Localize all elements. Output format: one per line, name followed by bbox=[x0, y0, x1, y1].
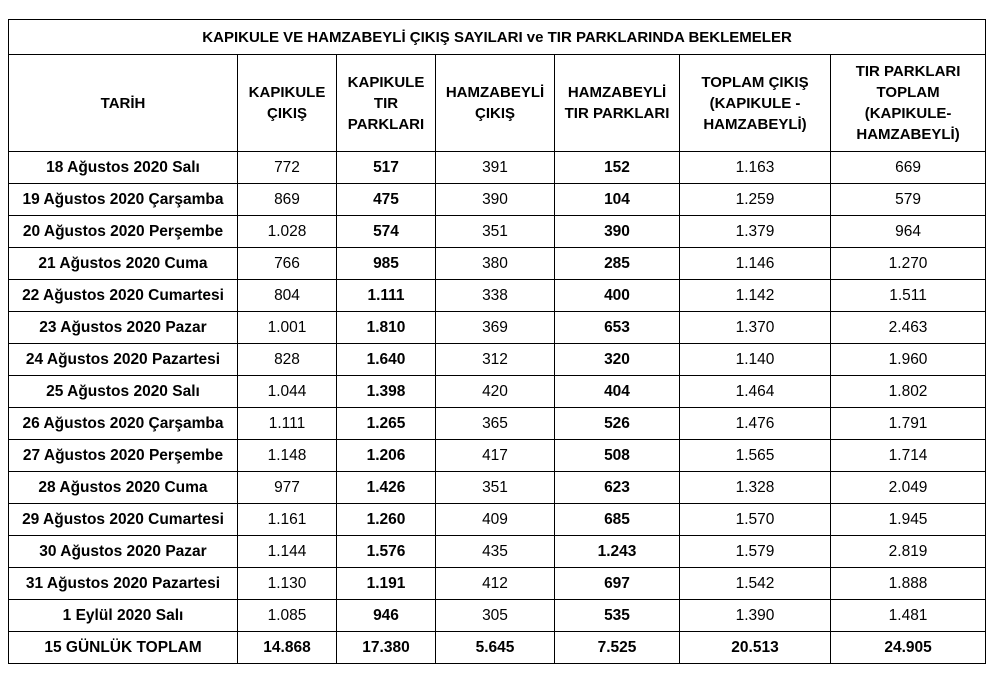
total-exit-cell: 1.370 bbox=[680, 312, 831, 344]
hamzabeyli-exit-cell: 435 bbox=[436, 536, 555, 568]
total-truck-parks-cell: 1.511 bbox=[831, 280, 986, 312]
total-kapikule-exit: 14.868 bbox=[238, 632, 337, 664]
header-kapikule-truck-parks: KAPIKULE TIR PARKLARI bbox=[337, 55, 436, 152]
total-exit-cell: 1.464 bbox=[680, 376, 831, 408]
total-exit-cell: 1.579 bbox=[680, 536, 831, 568]
hamzabeyli-truck-parks-cell: 152 bbox=[555, 152, 680, 184]
header-total-truck-parks: TIR PARKLARI TOPLAM (KAPIKULE- HAMZABEYLİ) bbox=[831, 55, 986, 152]
table-row bbox=[9, 600, 986, 632]
total-truck-parks-cell: 579 bbox=[831, 184, 986, 216]
table-row bbox=[9, 152, 986, 184]
kapikule-exit-cell: 1.085 bbox=[238, 600, 337, 632]
hamzabeyli-truck-parks-cell: 285 bbox=[555, 248, 680, 280]
hamzabeyli-truck-parks-cell: 104 bbox=[555, 184, 680, 216]
kapikule-exit-cell: 1.148 bbox=[238, 440, 337, 472]
row-date-cell: 24 Ağustos 2020 Pazartesi bbox=[9, 344, 238, 376]
hamzabeyli-truck-parks-cell: 526 bbox=[555, 408, 680, 440]
kapikule-truck-parks-cell: 1.426 bbox=[337, 472, 436, 504]
kapikule-exit-cell: 1.144 bbox=[238, 536, 337, 568]
hamzabeyli-exit-cell: 305 bbox=[436, 600, 555, 632]
kapikule-exit-cell: 1.028 bbox=[238, 216, 337, 248]
table-row bbox=[9, 376, 986, 408]
border-crossing-table bbox=[8, 19, 986, 664]
total-truck-parks-cell: 1.888 bbox=[831, 568, 986, 600]
total-exit-cell: 1.142 bbox=[680, 280, 831, 312]
total-hamzabeyli-exit: 5.645 bbox=[436, 632, 555, 664]
kapikule-exit-cell: 766 bbox=[238, 248, 337, 280]
total-hamzabeyli-truck-parks: 7.525 bbox=[555, 632, 680, 664]
total-label: 15 GÜNLÜK TOPLAM bbox=[9, 632, 238, 664]
hamzabeyli-exit-cell: 351 bbox=[436, 216, 555, 248]
hamzabeyli-exit-cell: 365 bbox=[436, 408, 555, 440]
kapikule-exit-cell: 804 bbox=[238, 280, 337, 312]
kapikule-exit-cell: 869 bbox=[238, 184, 337, 216]
kapikule-exit-cell: 977 bbox=[238, 472, 337, 504]
total-exit-cell: 1.565 bbox=[680, 440, 831, 472]
kapikule-truck-parks-cell: 1.260 bbox=[337, 504, 436, 536]
table-row bbox=[9, 312, 986, 344]
total-exit-cell: 1.570 bbox=[680, 504, 831, 536]
total-truck-parks-cell: 1.960 bbox=[831, 344, 986, 376]
total-row bbox=[9, 632, 986, 664]
row-date-cell: 18 Ağustos 2020 Salı bbox=[9, 152, 238, 184]
total-exit-cell: 1.163 bbox=[680, 152, 831, 184]
table-row bbox=[9, 408, 986, 440]
table-row bbox=[9, 344, 986, 376]
total-exit-cell: 1.542 bbox=[680, 568, 831, 600]
kapikule-truck-parks-cell: 1.265 bbox=[337, 408, 436, 440]
total-truck-parks-cell: 1.270 bbox=[831, 248, 986, 280]
total-truck-parks-cell: 2.819 bbox=[831, 536, 986, 568]
table-row bbox=[9, 216, 986, 248]
table-row bbox=[9, 184, 986, 216]
kapikule-exit-cell: 828 bbox=[238, 344, 337, 376]
row-date-cell: 26 Ağustos 2020 Çarşamba bbox=[9, 408, 238, 440]
table-row bbox=[9, 280, 986, 312]
total-total-exit: 20.513 bbox=[680, 632, 831, 664]
hamzabeyli-exit-cell: 409 bbox=[436, 504, 555, 536]
hamzabeyli-exit-cell: 391 bbox=[436, 152, 555, 184]
row-date-cell: 23 Ağustos 2020 Pazar bbox=[9, 312, 238, 344]
hamzabeyli-exit-cell: 412 bbox=[436, 568, 555, 600]
table-row bbox=[9, 248, 986, 280]
total-truck-parks-cell: 1.791 bbox=[831, 408, 986, 440]
table-body bbox=[9, 152, 986, 632]
hamzabeyli-exit-cell: 312 bbox=[436, 344, 555, 376]
kapikule-exit-cell: 1.001 bbox=[238, 312, 337, 344]
row-date-cell: 1 Eylül 2020 Salı bbox=[9, 600, 238, 632]
kapikule-truck-parks-cell: 574 bbox=[337, 216, 436, 248]
kapikule-truck-parks-cell: 1.111 bbox=[337, 280, 436, 312]
hamzabeyli-truck-parks-cell: 653 bbox=[555, 312, 680, 344]
header-kapikule-exit: KAPIKULE ÇIKIŞ bbox=[238, 55, 337, 152]
hamzabeyli-exit-cell: 390 bbox=[436, 184, 555, 216]
total-exit-cell: 1.476 bbox=[680, 408, 831, 440]
kapikule-truck-parks-cell: 946 bbox=[337, 600, 436, 632]
row-date-cell: 30 Ağustos 2020 Pazar bbox=[9, 536, 238, 568]
row-date-cell: 28 Ağustos 2020 Cuma bbox=[9, 472, 238, 504]
table-title: KAPIKULE VE HAMZABEYLİ ÇIKIŞ SAYILARI ve TIR PARKLARINDA BEKLEMELER bbox=[9, 20, 986, 55]
hamzabeyli-truck-parks-cell: 508 bbox=[555, 440, 680, 472]
header-total-exit: TOPLAM ÇIKIŞ (KAPIKULE - HAMZABEYLİ) bbox=[680, 55, 831, 152]
total-truck-parks-cell: 964 bbox=[831, 216, 986, 248]
total-truck-parks-cell: 669 bbox=[831, 152, 986, 184]
hamzabeyli-exit-cell: 369 bbox=[436, 312, 555, 344]
table-row bbox=[9, 504, 986, 536]
total-kapikule-truck-parks: 17.380 bbox=[337, 632, 436, 664]
total-exit-cell: 1.390 bbox=[680, 600, 831, 632]
hamzabeyli-exit-cell: 417 bbox=[436, 440, 555, 472]
row-date-cell: 22 Ağustos 2020 Cumartesi bbox=[9, 280, 238, 312]
hamzabeyli-truck-parks-cell: 535 bbox=[555, 600, 680, 632]
kapikule-truck-parks-cell: 1.191 bbox=[337, 568, 436, 600]
total-total-truck-parks: 24.905 bbox=[831, 632, 986, 664]
total-truck-parks-cell: 1.945 bbox=[831, 504, 986, 536]
row-date-cell: 31 Ağustos 2020 Pazartesi bbox=[9, 568, 238, 600]
total-truck-parks-cell: 1.802 bbox=[831, 376, 986, 408]
table-row bbox=[9, 536, 986, 568]
kapikule-truck-parks-cell: 1.640 bbox=[337, 344, 436, 376]
hamzabeyli-truck-parks-cell: 400 bbox=[555, 280, 680, 312]
kapikule-truck-parks-cell: 1.398 bbox=[337, 376, 436, 408]
total-truck-parks-cell: 1.481 bbox=[831, 600, 986, 632]
kapikule-truck-parks-cell: 475 bbox=[337, 184, 436, 216]
total-exit-cell: 1.140 bbox=[680, 344, 831, 376]
kapikule-exit-cell: 1.161 bbox=[238, 504, 337, 536]
total-exit-cell: 1.379 bbox=[680, 216, 831, 248]
kapikule-exit-cell: 772 bbox=[238, 152, 337, 184]
hamzabeyli-exit-cell: 380 bbox=[436, 248, 555, 280]
row-date-cell: 19 Ağustos 2020 Çarşamba bbox=[9, 184, 238, 216]
header-row bbox=[9, 55, 986, 152]
total-exit-cell: 1.259 bbox=[680, 184, 831, 216]
hamzabeyli-truck-parks-cell: 320 bbox=[555, 344, 680, 376]
kapikule-truck-parks-cell: 985 bbox=[337, 248, 436, 280]
title-row bbox=[9, 20, 986, 55]
header-hamzabeyli-exit: HAMZABEYLİ ÇIKIŞ bbox=[436, 55, 555, 152]
kapikule-truck-parks-cell: 1.206 bbox=[337, 440, 436, 472]
row-date-cell: 25 Ağustos 2020 Salı bbox=[9, 376, 238, 408]
hamzabeyli-exit-cell: 338 bbox=[436, 280, 555, 312]
total-exit-cell: 1.328 bbox=[680, 472, 831, 504]
hamzabeyli-truck-parks-cell: 623 bbox=[555, 472, 680, 504]
table-row bbox=[9, 440, 986, 472]
header-hamzabeyli-truck-parks: HAMZABEYLİ TIR PARKLARI bbox=[555, 55, 680, 152]
total-exit-cell: 1.146 bbox=[680, 248, 831, 280]
kapikule-exit-cell: 1.044 bbox=[238, 376, 337, 408]
kapikule-truck-parks-cell: 1.576 bbox=[337, 536, 436, 568]
total-truck-parks-cell: 2.463 bbox=[831, 312, 986, 344]
hamzabeyli-truck-parks-cell: 697 bbox=[555, 568, 680, 600]
hamzabeyli-truck-parks-cell: 1.243 bbox=[555, 536, 680, 568]
row-date-cell: 27 Ağustos 2020 Perşembe bbox=[9, 440, 238, 472]
total-truck-parks-cell: 1.714 bbox=[831, 440, 986, 472]
total-truck-parks-cell: 2.049 bbox=[831, 472, 986, 504]
hamzabeyli-truck-parks-cell: 685 bbox=[555, 504, 680, 536]
header-date: TARİH bbox=[9, 55, 238, 152]
kapikule-exit-cell: 1.111 bbox=[238, 408, 337, 440]
kapikule-exit-cell: 1.130 bbox=[238, 568, 337, 600]
kapikule-truck-parks-cell: 517 bbox=[337, 152, 436, 184]
hamzabeyli-truck-parks-cell: 404 bbox=[555, 376, 680, 408]
hamzabeyli-exit-cell: 351 bbox=[436, 472, 555, 504]
row-date-cell: 21 Ağustos 2020 Cuma bbox=[9, 248, 238, 280]
table-wrapper bbox=[8, 19, 985, 664]
kapikule-truck-parks-cell: 1.810 bbox=[337, 312, 436, 344]
hamzabeyli-truck-parks-cell: 390 bbox=[555, 216, 680, 248]
table-row bbox=[9, 472, 986, 504]
row-date-cell: 29 Ağustos 2020 Cumartesi bbox=[9, 504, 238, 536]
table-row bbox=[9, 568, 986, 600]
row-date-cell: 20 Ağustos 2020 Perşembe bbox=[9, 216, 238, 248]
hamzabeyli-exit-cell: 420 bbox=[436, 376, 555, 408]
